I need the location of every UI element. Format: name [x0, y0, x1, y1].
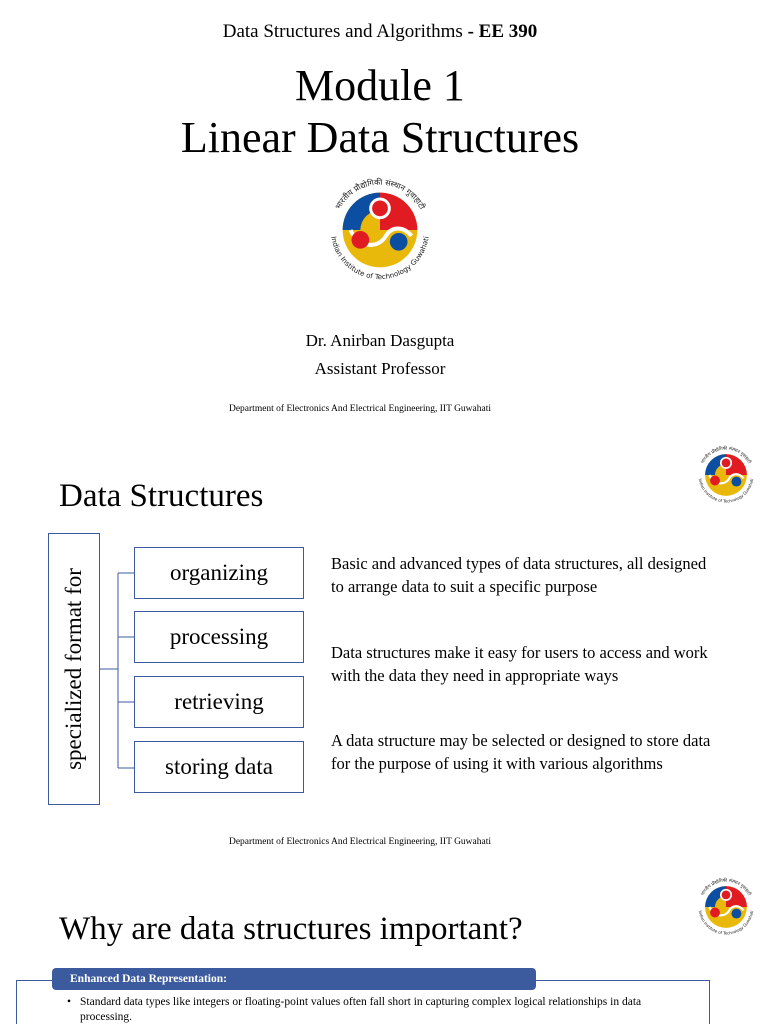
course-code: EE 390: [478, 21, 538, 42]
module-title-line2: Linear Data Structures: [180, 113, 580, 162]
description-paragraph: Basic and advanced types of data structures, all designed to arrange data to suit a specific purpose: [331, 554, 707, 596]
vertical-label-box: [48, 533, 100, 805]
bullet-marker: •: [67, 996, 72, 1008]
module-title: [0, 60, 760, 164]
description-paragraph: Data structures make it easy for users to access and work with the data they need in appropriate ways: [331, 643, 708, 685]
author-name: Dr. Anirban Dasgupta: [305, 331, 455, 350]
department-footer: Department of Electronics And Electrical Engineering, IIT Guwahati: [228, 404, 492, 414]
logo-arc-top-text: भारतीय प्रौद्योगिकी संस्थान गुवाहाटी: [333, 177, 427, 211]
author-block: [0, 327, 760, 383]
course-header: [0, 21, 760, 43]
logo-arc-top-text: भारतीय प्रौद्योगिकी संस्थान गुवाहाटी: [700, 878, 752, 897]
course-name: Data Structures and Algorithms: [222, 21, 463, 42]
importance-slide: [0, 864, 768, 1024]
department-footer: Department of Electronics And Electrical Engineering, IIT Guwahati: [228, 837, 492, 847]
data-structures-slide: [0, 432, 768, 864]
item-storing-data: storing data: [134, 741, 304, 793]
course-separator: -: [462, 21, 479, 42]
author-role: Assistant Professor: [314, 359, 446, 378]
description-paragraph: A data structure may be selected or designed to store data for the purpose of using it with various algorithms: [331, 731, 711, 773]
vertical-label: specialized format for: [61, 568, 86, 770]
item-processing: processing: [134, 611, 304, 663]
logo-arc-bottom-text: Indian Institute of Technology Guwahati: [697, 478, 755, 504]
module-title-line1: Module 1: [295, 61, 465, 110]
section-title: Enhanced Data Representation:: [52, 968, 536, 990]
logo-arc-bottom-text: Indian Institute of Technology Guwahati: [329, 235, 431, 282]
iitg-logo-small-icon: [693, 874, 759, 940]
logo-arc-top-text: भारतीय प्रौद्योगिकी संस्थान गुवाहाटी: [700, 446, 752, 465]
title-slide: [0, 0, 768, 432]
slide-heading: Why are data structures important?: [59, 911, 523, 947]
item-retrieving: retrieving: [134, 676, 304, 728]
bullet-text: Standard data types like integers or floating-point values often fall short in capturing complex logical relationships in data processing.: [80, 996, 642, 1023]
item-organizing: organizing: [134, 547, 304, 599]
logo-arc-bottom-text: Indian Institute of Technology Guwahati: [697, 910, 755, 936]
iitg-logo-icon: [321, 171, 439, 289]
bullet-item: [67, 995, 690, 1024]
slide-heading: Data Structures: [59, 478, 264, 514]
